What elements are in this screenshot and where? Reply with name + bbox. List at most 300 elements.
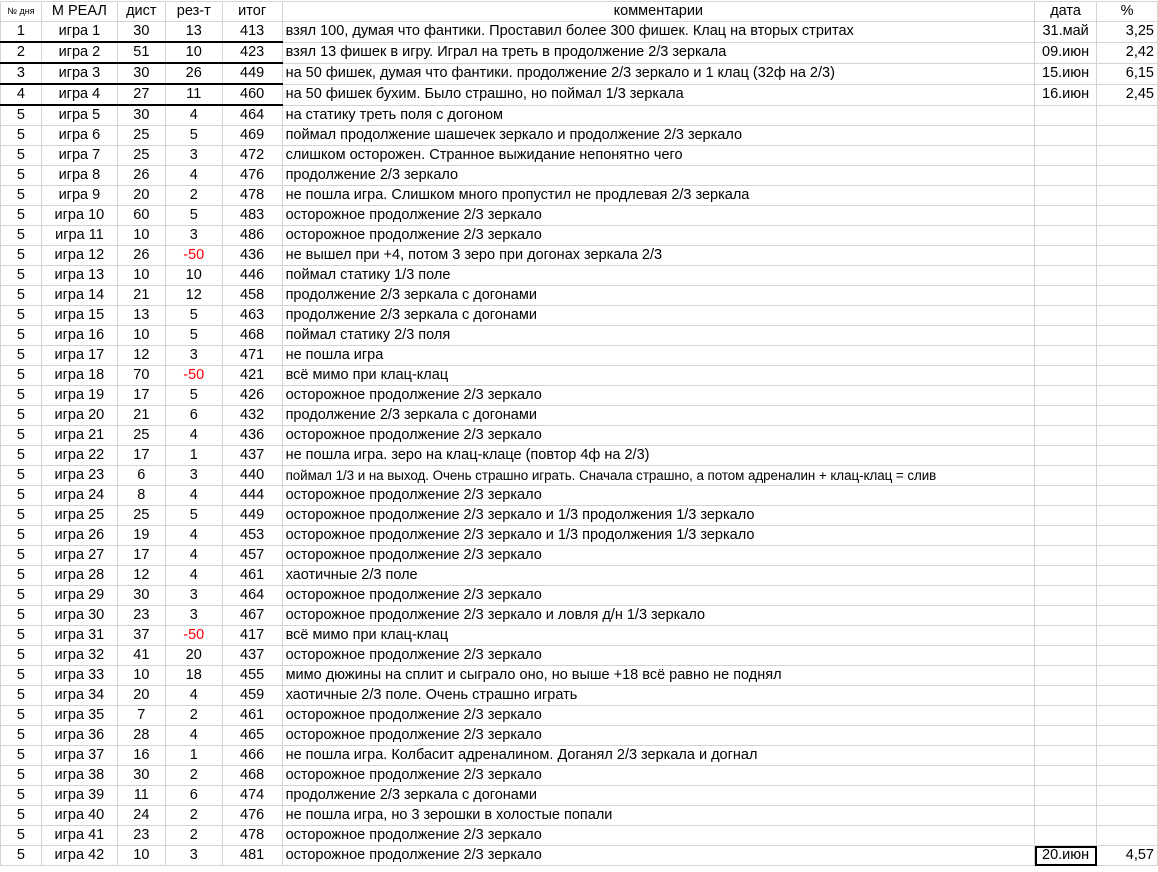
cell-res[interactable]: 4: [165, 526, 222, 546]
cell-total[interactable]: 446: [222, 266, 282, 286]
cell-date[interactable]: [1035, 666, 1097, 686]
cell-date[interactable]: [1035, 226, 1097, 246]
cell-comment[interactable]: поймал 1/3 и на выход. Очень страшно играть. Сначала страшно, а потом адреналин + клац-клац = слив: [282, 466, 1035, 486]
cell-total[interactable]: 440: [222, 466, 282, 486]
cell-res[interactable]: 4: [165, 486, 222, 506]
cell-comment[interactable]: продолжение 2/3 зеркала с догонами: [282, 286, 1035, 306]
cell-game[interactable]: игра 3: [41, 63, 117, 84]
cell-pct[interactable]: [1097, 486, 1158, 506]
cell-pct[interactable]: [1097, 726, 1158, 746]
cell-comment[interactable]: осторожное продолжение 2/3 зеркало: [282, 726, 1035, 746]
cell-pct[interactable]: [1097, 446, 1158, 466]
cell-pct[interactable]: [1097, 406, 1158, 426]
cell-comment[interactable]: осторожное продолжение 2/3 зеркало и 1/3 продолжения 1/3 зеркало: [282, 506, 1035, 526]
cell-total[interactable]: 432: [222, 406, 282, 426]
cell-game[interactable]: игра 14: [41, 286, 117, 306]
cell-game[interactable]: игра 42: [41, 846, 117, 866]
header-date[interactable]: дата: [1035, 2, 1097, 22]
cell-dist[interactable]: 30: [117, 63, 165, 84]
cell-pct[interactable]: [1097, 426, 1158, 446]
cell-pct[interactable]: [1097, 806, 1158, 826]
cell-res[interactable]: 10: [165, 42, 222, 63]
cell-dist[interactable]: 10: [117, 326, 165, 346]
cell-game[interactable]: игра 32: [41, 646, 117, 666]
cell-game[interactable]: игра 5: [41, 105, 117, 126]
cell-game[interactable]: игра 38: [41, 766, 117, 786]
cell-dist[interactable]: 70: [117, 366, 165, 386]
cell-total[interactable]: 436: [222, 246, 282, 266]
cell-comment[interactable]: осторожное продолжение 2/3 зеркало: [282, 426, 1035, 446]
cell-dist[interactable]: 25: [117, 126, 165, 146]
cell-date[interactable]: [1035, 446, 1097, 466]
cell-dist[interactable]: 10: [117, 226, 165, 246]
cell-res[interactable]: 3: [165, 846, 222, 866]
cell-res[interactable]: 2: [165, 806, 222, 826]
cell-dist[interactable]: 10: [117, 266, 165, 286]
cell-comment[interactable]: осторожное продолжение 2/3 зеркало: [282, 486, 1035, 506]
cell-date[interactable]: [1035, 146, 1097, 166]
cell-pct[interactable]: [1097, 206, 1158, 226]
cell-game[interactable]: игра 9: [41, 186, 117, 206]
cell-pct[interactable]: 2,45: [1097, 84, 1158, 105]
cell-res[interactable]: 13: [165, 22, 222, 43]
cell-day[interactable]: 5: [1, 666, 42, 686]
cell-day[interactable]: 3: [1, 63, 42, 84]
cell-day[interactable]: 5: [1, 426, 42, 446]
cell-game[interactable]: игра 20: [41, 406, 117, 426]
cell-day[interactable]: 5: [1, 326, 42, 346]
cell-pct[interactable]: [1097, 546, 1158, 566]
cell-res[interactable]: 1: [165, 746, 222, 766]
cell-date[interactable]: [1035, 786, 1097, 806]
cell-dist[interactable]: 51: [117, 42, 165, 63]
cell-day[interactable]: 5: [1, 526, 42, 546]
cell-pct[interactable]: [1097, 626, 1158, 646]
cell-comment[interactable]: осторожное продолжение 2/3 зеркало: [282, 546, 1035, 566]
cell-dist[interactable]: 20: [117, 186, 165, 206]
cell-comment[interactable]: осторожное продолжение 2/3 зеркало: [282, 706, 1035, 726]
cell-res[interactable]: -50: [165, 246, 222, 266]
cell-comment[interactable]: всё мимо при клац-клац: [282, 366, 1035, 386]
cell-res[interactable]: 4: [165, 105, 222, 126]
cell-res[interactable]: 4: [165, 426, 222, 446]
cell-comment[interactable]: осторожное продолжение 2/3 зеркало: [282, 586, 1035, 606]
cell-total[interactable]: 417: [222, 626, 282, 646]
cell-dist[interactable]: 37: [117, 626, 165, 646]
cell-total[interactable]: 486: [222, 226, 282, 246]
cell-res[interactable]: 3: [165, 606, 222, 626]
cell-day[interactable]: 5: [1, 406, 42, 426]
cell-day[interactable]: 5: [1, 146, 42, 166]
cell-day[interactable]: 5: [1, 306, 42, 326]
cell-comment[interactable]: осторожное продолжение 2/3 зеркало: [282, 646, 1035, 666]
header-game[interactable]: М РЕАЛ: [41, 2, 117, 22]
cell-date[interactable]: [1035, 806, 1097, 826]
cell-game[interactable]: игра 40: [41, 806, 117, 826]
cell-dist[interactable]: 41: [117, 646, 165, 666]
cell-pct[interactable]: [1097, 105, 1158, 126]
cell-game[interactable]: игра 15: [41, 306, 117, 326]
cell-comment[interactable]: не вышел при +4, потом 3 зеро при догонах зеркала 2/3: [282, 246, 1035, 266]
cell-res[interactable]: 3: [165, 346, 222, 366]
cell-dist[interactable]: 23: [117, 606, 165, 626]
cell-total[interactable]: 461: [222, 566, 282, 586]
cell-res[interactable]: 3: [165, 226, 222, 246]
cell-dist[interactable]: 21: [117, 406, 165, 426]
cell-comment[interactable]: осторожное продолжение 2/3 зеркало: [282, 206, 1035, 226]
cell-comment[interactable]: на 50 фишек, думая что фантики. продолжение 2/3 зеркало и 1 клац (32ф на 2/3): [282, 63, 1035, 84]
cell-date[interactable]: [1035, 506, 1097, 526]
cell-comment[interactable]: продолжение 2/3 зеркала с догонами: [282, 786, 1035, 806]
cell-pct[interactable]: [1097, 226, 1158, 246]
cell-res[interactable]: 10: [165, 266, 222, 286]
cell-res[interactable]: 6: [165, 406, 222, 426]
cell-date[interactable]: [1035, 206, 1097, 226]
header-res[interactable]: рез-т: [165, 2, 222, 22]
cell-res[interactable]: 2: [165, 706, 222, 726]
cell-comment[interactable]: всё мимо при клац-клац: [282, 626, 1035, 646]
cell-game[interactable]: игра 41: [41, 826, 117, 846]
cell-total[interactable]: 449: [222, 506, 282, 526]
cell-comment[interactable]: продолжение 2/3 зеркала с догонами: [282, 306, 1035, 326]
cell-total[interactable]: 468: [222, 766, 282, 786]
cell-game[interactable]: игра 25: [41, 506, 117, 526]
cell-game[interactable]: игра 22: [41, 446, 117, 466]
cell-day[interactable]: 2: [1, 42, 42, 63]
cell-dist[interactable]: 8: [117, 486, 165, 506]
cell-day[interactable]: 5: [1, 446, 42, 466]
cell-pct[interactable]: [1097, 766, 1158, 786]
cell-date[interactable]: [1035, 586, 1097, 606]
cell-pct[interactable]: 3,25: [1097, 22, 1158, 43]
cell-day[interactable]: 5: [1, 266, 42, 286]
cell-comment[interactable]: осторожное продолжение 2/3 зеркало: [282, 386, 1035, 406]
cell-total[interactable]: 461: [222, 706, 282, 726]
cell-date[interactable]: [1035, 386, 1097, 406]
cell-pct[interactable]: [1097, 746, 1158, 766]
cell-day[interactable]: 5: [1, 466, 42, 486]
cell-day[interactable]: 5: [1, 186, 42, 206]
cell-total[interactable]: 481: [222, 846, 282, 866]
cell-pct[interactable]: [1097, 246, 1158, 266]
cell-dist[interactable]: 30: [117, 105, 165, 126]
cell-total[interactable]: 458: [222, 286, 282, 306]
cell-total[interactable]: 453: [222, 526, 282, 546]
cell-dist[interactable]: 25: [117, 426, 165, 446]
cell-dist[interactable]: 30: [117, 586, 165, 606]
cell-date[interactable]: 15.июн: [1035, 63, 1097, 84]
cell-date[interactable]: [1035, 426, 1097, 446]
cell-pct[interactable]: [1097, 126, 1158, 146]
cell-pct[interactable]: 2,42: [1097, 42, 1158, 63]
cell-date[interactable]: [1035, 726, 1097, 746]
cell-date[interactable]: [1035, 326, 1097, 346]
cell-res[interactable]: 1: [165, 446, 222, 466]
cell-dist[interactable]: 25: [117, 146, 165, 166]
cell-res[interactable]: 4: [165, 166, 222, 186]
cell-total[interactable]: 471: [222, 346, 282, 366]
cell-dist[interactable]: 27: [117, 84, 165, 105]
cell-pct[interactable]: 4,57: [1097, 846, 1158, 866]
cell-total[interactable]: 476: [222, 166, 282, 186]
cell-dist[interactable]: 17: [117, 386, 165, 406]
cell-total[interactable]: 437: [222, 446, 282, 466]
cell-game[interactable]: игра 12: [41, 246, 117, 266]
cell-pct[interactable]: [1097, 666, 1158, 686]
cell-comment[interactable]: не пошла игра. зеро на клац-клаце (повтор 4ф на 2/3): [282, 446, 1035, 466]
cell-total[interactable]: 463: [222, 306, 282, 326]
cell-game[interactable]: игра 35: [41, 706, 117, 726]
cell-res[interactable]: -50: [165, 366, 222, 386]
cell-pct[interactable]: [1097, 466, 1158, 486]
cell-game[interactable]: игра 26: [41, 526, 117, 546]
cell-dist[interactable]: 11: [117, 786, 165, 806]
cell-date[interactable]: [1035, 466, 1097, 486]
cell-total[interactable]: 436: [222, 426, 282, 446]
cell-pct[interactable]: [1097, 346, 1158, 366]
cell-pct[interactable]: [1097, 706, 1158, 726]
cell-res[interactable]: 5: [165, 386, 222, 406]
cell-dist[interactable]: 20: [117, 686, 165, 706]
cell-pct[interactable]: [1097, 526, 1158, 546]
cell-dist[interactable]: 16: [117, 746, 165, 766]
cell-dist[interactable]: 6: [117, 466, 165, 486]
cell-day[interactable]: 4: [1, 84, 42, 105]
cell-comment[interactable]: продолжение 2/3 зеркала с догонами: [282, 406, 1035, 426]
cell-date[interactable]: [1035, 186, 1097, 206]
cell-day[interactable]: 5: [1, 826, 42, 846]
cell-res[interactable]: 5: [165, 506, 222, 526]
cell-date[interactable]: 09.июн: [1035, 42, 1097, 63]
cell-dist[interactable]: 23: [117, 826, 165, 846]
cell-total[interactable]: 478: [222, 186, 282, 206]
cell-comment[interactable]: поймал статику 2/3 поля: [282, 326, 1035, 346]
cell-total[interactable]: 460: [222, 84, 282, 105]
cell-day[interactable]: 5: [1, 486, 42, 506]
cell-day[interactable]: 5: [1, 546, 42, 566]
cell-date[interactable]: [1035, 706, 1097, 726]
header-pct[interactable]: %: [1097, 2, 1158, 22]
cell-date[interactable]: [1035, 286, 1097, 306]
cell-dist[interactable]: 30: [117, 766, 165, 786]
cell-res[interactable]: -50: [165, 626, 222, 646]
cell-dist[interactable]: 24: [117, 806, 165, 826]
cell-pct[interactable]: [1097, 386, 1158, 406]
cell-res[interactable]: 3: [165, 466, 222, 486]
cell-game[interactable]: игра 1: [41, 22, 117, 43]
cell-date[interactable]: [1035, 766, 1097, 786]
cell-date[interactable]: [1035, 406, 1097, 426]
cell-total[interactable]: 413: [222, 22, 282, 43]
cell-day[interactable]: 1: [1, 22, 42, 43]
cell-res[interactable]: 4: [165, 686, 222, 706]
cell-total[interactable]: 455: [222, 666, 282, 686]
cell-game[interactable]: игра 8: [41, 166, 117, 186]
cell-date[interactable]: [1035, 646, 1097, 666]
cell-total[interactable]: 476: [222, 806, 282, 826]
cell-dist[interactable]: 7: [117, 706, 165, 726]
cell-date[interactable]: [1035, 266, 1097, 286]
cell-day[interactable]: 5: [1, 646, 42, 666]
cell-dist[interactable]: 12: [117, 346, 165, 366]
cell-game[interactable]: игра 31: [41, 626, 117, 646]
cell-game[interactable]: игра 29: [41, 586, 117, 606]
cell-total[interactable]: 469: [222, 126, 282, 146]
cell-comment[interactable]: поймал продолжение шашечек зеркало и продолжение 2/3 зеркало: [282, 126, 1035, 146]
cell-day[interactable]: 5: [1, 586, 42, 606]
cell-pct[interactable]: [1097, 506, 1158, 526]
cell-game[interactable]: игра 24: [41, 486, 117, 506]
cell-comment[interactable]: поймал статику 1/3 поле: [282, 266, 1035, 286]
cell-dist[interactable]: 25: [117, 506, 165, 526]
cell-game[interactable]: игра 13: [41, 266, 117, 286]
cell-day[interactable]: 5: [1, 346, 42, 366]
cell-comment[interactable]: осторожное продолжение 2/3 зеркало и ловля д/н 1/3 зеркало: [282, 606, 1035, 626]
cell-comment[interactable]: слишком осторожен. Странное выжидание непонятно чего: [282, 146, 1035, 166]
cell-comment[interactable]: на статику треть поля с догоном: [282, 105, 1035, 126]
cell-res[interactable]: 4: [165, 546, 222, 566]
cell-dist[interactable]: 10: [117, 666, 165, 686]
cell-res[interactable]: 4: [165, 566, 222, 586]
cell-date[interactable]: [1035, 826, 1097, 846]
cell-day[interactable]: 5: [1, 746, 42, 766]
cell-res[interactable]: 2: [165, 826, 222, 846]
cell-res[interactable]: 2: [165, 186, 222, 206]
cell-pct[interactable]: [1097, 326, 1158, 346]
cell-res[interactable]: 20: [165, 646, 222, 666]
cell-res[interactable]: 5: [165, 206, 222, 226]
cell-total[interactable]: 465: [222, 726, 282, 746]
cell-game[interactable]: игра 10: [41, 206, 117, 226]
cell-game[interactable]: игра 28: [41, 566, 117, 586]
cell-day[interactable]: 5: [1, 686, 42, 706]
cell-pct[interactable]: [1097, 146, 1158, 166]
cell-res[interactable]: 5: [165, 126, 222, 146]
cell-total[interactable]: 421: [222, 366, 282, 386]
cell-total[interactable]: 444: [222, 486, 282, 506]
cell-res[interactable]: 3: [165, 146, 222, 166]
cell-day[interactable]: 5: [1, 506, 42, 526]
cell-day[interactable]: 5: [1, 806, 42, 826]
cell-total[interactable]: 466: [222, 746, 282, 766]
cell-res[interactable]: 18: [165, 666, 222, 686]
cell-comment[interactable]: осторожное продолжение 2/3 зеркало: [282, 766, 1035, 786]
cell-dist[interactable]: 13: [117, 306, 165, 326]
cell-day[interactable]: 5: [1, 606, 42, 626]
cell-total[interactable]: 464: [222, 586, 282, 606]
cell-comment[interactable]: не пошла игра: [282, 346, 1035, 366]
cell-total[interactable]: 467: [222, 606, 282, 626]
cell-date[interactable]: [1035, 366, 1097, 386]
cell-game[interactable]: игра 11: [41, 226, 117, 246]
cell-total[interactable]: 437: [222, 646, 282, 666]
cell-comment[interactable]: осторожное продолжение 2/3 зеркало: [282, 826, 1035, 846]
cell-total[interactable]: 459: [222, 686, 282, 706]
cell-dist[interactable]: 28: [117, 726, 165, 746]
cell-date[interactable]: [1035, 746, 1097, 766]
cell-total[interactable]: 468: [222, 326, 282, 346]
cell-date[interactable]: [1035, 346, 1097, 366]
cell-dist[interactable]: 21: [117, 286, 165, 306]
cell-game[interactable]: игра 7: [41, 146, 117, 166]
cell-res[interactable]: 5: [165, 326, 222, 346]
cell-pct[interactable]: [1097, 646, 1158, 666]
cell-dist[interactable]: 12: [117, 566, 165, 586]
cell-comment[interactable]: осторожное продолжение 2/3 зеркало и 1/3 продолжения 1/3 зеркало: [282, 526, 1035, 546]
cell-pct[interactable]: [1097, 366, 1158, 386]
cell-date[interactable]: [1035, 526, 1097, 546]
cell-res[interactable]: 5: [165, 306, 222, 326]
cell-day[interactable]: 5: [1, 366, 42, 386]
cell-day[interactable]: 5: [1, 626, 42, 646]
cell-date[interactable]: 31.май: [1035, 22, 1097, 43]
cell-pct[interactable]: 6,15: [1097, 63, 1158, 84]
cell-res[interactable]: 4: [165, 726, 222, 746]
cell-game[interactable]: игра 19: [41, 386, 117, 406]
cell-comment[interactable]: не пошла игра, но 3 зерошки в холостые попали: [282, 806, 1035, 826]
cell-date[interactable]: [1035, 166, 1097, 186]
cell-game[interactable]: игра 21: [41, 426, 117, 446]
cell-res[interactable]: 11: [165, 84, 222, 105]
cell-date[interactable]: [1035, 306, 1097, 326]
cell-pct[interactable]: [1097, 786, 1158, 806]
cell-total[interactable]: 478: [222, 826, 282, 846]
cell-comment[interactable]: взял 13 фишек в игру. Играл на треть в продолжение 2/3 зеркала: [282, 42, 1035, 63]
cell-date[interactable]: [1035, 105, 1097, 126]
cell-game[interactable]: игра 6: [41, 126, 117, 146]
header-total[interactable]: итог: [222, 2, 282, 22]
cell-total[interactable]: 464: [222, 105, 282, 126]
cell-date[interactable]: [1035, 546, 1097, 566]
cell-game[interactable]: игра 34: [41, 686, 117, 706]
cell-day[interactable]: 5: [1, 726, 42, 746]
cell-comment[interactable]: хаотичные 2/3 поле: [282, 566, 1035, 586]
cell-day[interactable]: 5: [1, 286, 42, 306]
cell-game[interactable]: игра 36: [41, 726, 117, 746]
cell-date[interactable]: [1035, 626, 1097, 646]
cell-game[interactable]: игра 30: [41, 606, 117, 626]
cell-dist[interactable]: 26: [117, 166, 165, 186]
cell-day[interactable]: 5: [1, 206, 42, 226]
cell-comment[interactable]: осторожное продолжение 2/3 зеркало: [282, 226, 1035, 246]
cell-comment[interactable]: продолжение 2/3 зеркало: [282, 166, 1035, 186]
cell-dist[interactable]: 17: [117, 546, 165, 566]
cell-day[interactable]: 5: [1, 105, 42, 126]
header-comment[interactable]: комментарии: [282, 2, 1035, 22]
cell-day[interactable]: 5: [1, 566, 42, 586]
cell-day[interactable]: 5: [1, 386, 42, 406]
cell-comment[interactable]: не пошла игра. Слишком много пропустил не продлевая 2/3 зеркала: [282, 186, 1035, 206]
cell-game[interactable]: игра 2: [41, 42, 117, 63]
cell-date[interactable]: [1035, 566, 1097, 586]
cell-day[interactable]: 5: [1, 126, 42, 146]
cell-day[interactable]: 5: [1, 246, 42, 266]
cell-game[interactable]: игра 17: [41, 346, 117, 366]
cell-game[interactable]: игра 27: [41, 546, 117, 566]
cell-date[interactable]: [1035, 126, 1097, 146]
cell-pct[interactable]: [1097, 826, 1158, 846]
cell-dist[interactable]: 30: [117, 22, 165, 43]
cell-game[interactable]: игра 33: [41, 666, 117, 686]
cell-day[interactable]: 5: [1, 706, 42, 726]
cell-total[interactable]: 426: [222, 386, 282, 406]
cell-pct[interactable]: [1097, 166, 1158, 186]
cell-comment[interactable]: мимо дюжины на сплит и сыграло оно, но выше +18 всё равно не поднял: [282, 666, 1035, 686]
cell-pct[interactable]: [1097, 266, 1158, 286]
cell-day[interactable]: 5: [1, 786, 42, 806]
cell-total[interactable]: 483: [222, 206, 282, 226]
cell-res[interactable]: 3: [165, 586, 222, 606]
